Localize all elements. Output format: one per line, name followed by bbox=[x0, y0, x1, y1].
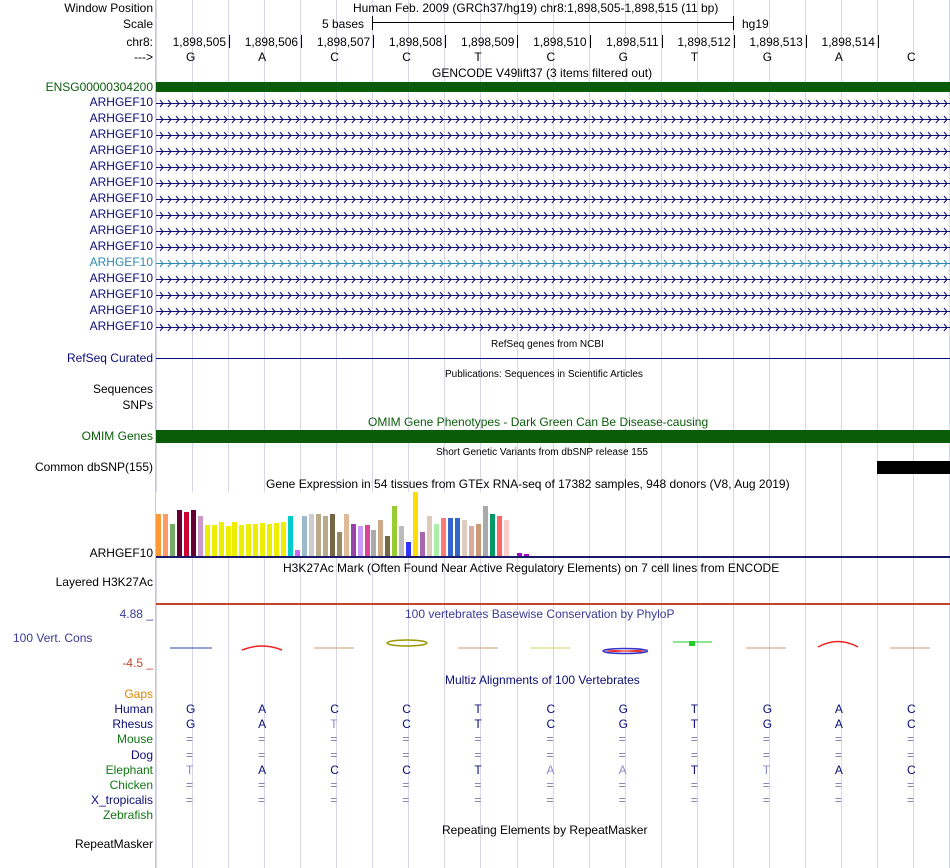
alignment-base: = bbox=[618, 793, 626, 808]
gtex-track-title: Gene Expression in 54 tissues from GTEx RNA-seq of 17382 samples, 948 donors (V8, Aug 2019) bbox=[266, 477, 790, 491]
reference-base: C bbox=[546, 50, 556, 64]
alignment-base: A bbox=[258, 762, 267, 777]
alignment-base: = bbox=[186, 732, 194, 747]
transcript-label[interactable]: ARHGEF10 bbox=[89, 143, 153, 157]
gtex-tissue-bar[interactable] bbox=[309, 514, 314, 556]
refseq-track-title: RefSeq genes from NCBI bbox=[491, 339, 604, 350]
gtex-tissue-bar[interactable] bbox=[392, 506, 397, 556]
transcript-line[interactable] bbox=[156, 115, 950, 124]
transcript-label[interactable]: ARHGEF10 bbox=[89, 95, 153, 109]
alignment-base: A bbox=[834, 717, 843, 732]
gtex-tissue-bar[interactable] bbox=[316, 514, 321, 556]
scale-bar-right-tick bbox=[733, 16, 734, 30]
ruler-position: 1,898,511 bbox=[606, 35, 659, 49]
alignment-base: C bbox=[546, 702, 556, 716]
phylop-track-title: 100 vertebrates Basewise Conservation by PhyloP bbox=[405, 607, 675, 621]
transcript-label[interactable]: ARHGEF10 bbox=[89, 255, 153, 269]
gtex-tissue-bar[interactable] bbox=[226, 526, 231, 556]
gtex-tissue-bar[interactable] bbox=[462, 520, 467, 556]
gtex-tissue-bar[interactable] bbox=[358, 526, 363, 556]
gencode-track-title: GENCODE V49lift37 (3 items filtered out) bbox=[432, 66, 653, 80]
gtex-tissue-bar[interactable] bbox=[239, 525, 244, 556]
gtex-tissue-bar[interactable] bbox=[260, 523, 265, 556]
transcript-line[interactable] bbox=[156, 259, 950, 268]
alignment-base: G bbox=[762, 717, 773, 732]
alignment-base: = bbox=[907, 747, 915, 762]
gencode-gene-id-label[interactable]: ENSG00000304200 bbox=[45, 80, 153, 94]
gtex-tissue-bar[interactable] bbox=[406, 542, 411, 556]
alignment-base: = bbox=[402, 793, 410, 808]
alignment-base: = bbox=[690, 732, 698, 747]
phylop-min-label: -4.5 _ bbox=[122, 656, 153, 670]
ruler-tick bbox=[806, 35, 807, 48]
gtex-tissue-bar[interactable] bbox=[371, 530, 376, 556]
transcript-line[interactable] bbox=[156, 291, 950, 300]
species-label[interactable]: Human bbox=[114, 702, 153, 716]
reference-base: T bbox=[474, 50, 482, 64]
snps-label[interactable]: SNPs bbox=[122, 398, 153, 412]
gtex-tissue-bar[interactable] bbox=[483, 506, 488, 556]
gtex-tissue-bar[interactable] bbox=[476, 524, 481, 556]
gtex-tissue-bar[interactable] bbox=[267, 524, 272, 556]
transcript-line[interactable] bbox=[156, 243, 950, 252]
dbsnp-track-title: Short Genetic Variants from dbSNP release 155 bbox=[436, 447, 648, 458]
alignment-base: A bbox=[618, 762, 627, 777]
transcript-line[interactable] bbox=[156, 147, 950, 156]
transcript-label[interactable]: ARHGEF10 bbox=[89, 271, 153, 285]
species-label[interactable]: Dog bbox=[130, 747, 153, 762]
phylop-wiggle[interactable] bbox=[156, 630, 950, 660]
alignment-base: = bbox=[834, 747, 842, 762]
gtex-tissue-bar[interactable] bbox=[455, 518, 460, 556]
alignment-base: = bbox=[546, 732, 554, 747]
ruler-tick bbox=[373, 35, 374, 48]
gtex-tissue-bar[interactable] bbox=[378, 520, 383, 556]
reference-base: A bbox=[834, 50, 843, 64]
ruler-tick bbox=[301, 35, 302, 48]
alignment-base: = bbox=[690, 778, 698, 792]
dbsnp-label[interactable]: Common dbSNP(155) bbox=[34, 460, 153, 474]
alignment-base: T bbox=[186, 762, 194, 777]
gtex-tissue-bar[interactable] bbox=[469, 526, 474, 556]
alignment-base: C bbox=[402, 762, 411, 777]
gencode-gene-bar[interactable] bbox=[156, 82, 950, 92]
alignment-base: C bbox=[330, 702, 339, 716]
alignment-base: G bbox=[762, 702, 773, 716]
chr-label: chr8: bbox=[126, 35, 153, 49]
omim-gene-bar[interactable] bbox=[156, 430, 950, 443]
alignment-base: T bbox=[330, 717, 338, 732]
gtex-tissue-bar[interactable] bbox=[497, 516, 502, 556]
alignment-base: T bbox=[474, 717, 482, 732]
alignment-base: A bbox=[258, 717, 267, 732]
alignment-base: = bbox=[258, 793, 266, 808]
alignment-base: = bbox=[186, 778, 194, 792]
gtex-tissue-bar[interactable] bbox=[385, 536, 390, 556]
repeatmasker-label[interactable]: RepeatMasker bbox=[74, 837, 153, 851]
transcript-label[interactable]: ARHGEF10 bbox=[89, 287, 153, 301]
refseq-label[interactable]: RefSeq Curated bbox=[66, 351, 153, 365]
sequences-label[interactable]: Sequences bbox=[92, 382, 153, 396]
h3k27ac-label[interactable]: Layered H3K27Ac bbox=[55, 575, 153, 589]
gtex-tissue-bar[interactable] bbox=[246, 524, 251, 556]
ruler-position: 1,898,510 bbox=[533, 35, 587, 49]
h3k27ac-track-title: H3K27Ac Mark (Often Found Near Active Regulatory Elements) on 7 cell lines from ENCODE bbox=[283, 561, 780, 575]
reference-base: C bbox=[907, 50, 916, 64]
alignment-base: = bbox=[330, 778, 338, 792]
alignment-base: C bbox=[402, 702, 411, 716]
omim-track-title: OMIM Gene Phenotypes - Dark Green Can Be Disease-causing bbox=[368, 415, 709, 429]
gtex-tissue-bar[interactable] bbox=[163, 514, 168, 556]
alignment-base: = bbox=[907, 778, 915, 792]
transcript-line[interactable] bbox=[156, 275, 950, 284]
transcript-label[interactable]: ARHGEF10 bbox=[89, 191, 153, 205]
transcript-label[interactable]: ARHGEF10 bbox=[89, 175, 153, 189]
species-label[interactable]: Rhesus bbox=[112, 717, 153, 732]
ruler-tick bbox=[517, 35, 518, 48]
alignment-base: = bbox=[762, 778, 770, 792]
gtex-tissue-bar[interactable] bbox=[504, 520, 509, 556]
gtex-tissue-bar[interactable] bbox=[191, 510, 196, 556]
alignment-base: G bbox=[618, 702, 628, 716]
alignment-base: T bbox=[474, 762, 482, 777]
transcript-line[interactable] bbox=[156, 323, 950, 332]
ruler-position: 1,898,508 bbox=[388, 35, 443, 49]
transcript-label[interactable]: ARHGEF10 bbox=[89, 239, 153, 253]
gtex-tissue-bar[interactable] bbox=[156, 514, 161, 556]
gtex-tissue-bar[interactable] bbox=[490, 514, 495, 556]
alignment-base: A bbox=[834, 762, 843, 777]
transcript-label[interactable]: ARHGEF10 bbox=[89, 303, 153, 317]
scale-db-text: hg19 bbox=[742, 17, 769, 31]
transcript-line[interactable] bbox=[156, 307, 950, 316]
alignment-base: C bbox=[907, 717, 916, 732]
gtex-tissue-bar[interactable] bbox=[198, 516, 203, 556]
gtex-tissue-bar[interactable] bbox=[232, 522, 237, 556]
reference-base: C bbox=[330, 50, 339, 64]
alignment-base: A bbox=[834, 702, 843, 716]
alignment-base: = bbox=[762, 747, 770, 762]
repeatmasker-track-title: Repeating Elements by RepeatMasker bbox=[442, 823, 648, 837]
alignment-base: = bbox=[618, 747, 626, 762]
gtex-tissue-bar[interactable] bbox=[399, 526, 404, 556]
scale-bar bbox=[372, 22, 733, 23]
window-position-label: Window Position bbox=[64, 1, 153, 15]
strand-arrow-label: ---> bbox=[134, 50, 153, 64]
alignment-base: = bbox=[258, 732, 266, 747]
phylop-mark-4 bbox=[387, 640, 427, 646]
alignment-base: = bbox=[762, 793, 770, 808]
alignment-base: = bbox=[258, 747, 266, 762]
alignment-base: T bbox=[474, 702, 482, 716]
alignment-base: A bbox=[546, 762, 555, 777]
ruler-tick bbox=[590, 35, 591, 48]
phylop-mark-8b bbox=[689, 641, 695, 646]
species-label[interactable]: Elephant bbox=[105, 762, 153, 777]
alignment-base: = bbox=[546, 793, 554, 808]
alignment-base: = bbox=[907, 793, 915, 808]
scale-bases-text: 5 bases bbox=[322, 17, 365, 31]
alignment-base: = bbox=[402, 747, 410, 762]
alignment-base: C bbox=[907, 702, 916, 716]
transcript-label[interactable]: ARHGEF10 bbox=[89, 207, 153, 221]
reference-base: A bbox=[258, 50, 267, 64]
gtex-tissue-bar[interactable] bbox=[413, 492, 418, 556]
multiz-track-title: Multiz Alignments of 100 Vertebrates bbox=[445, 673, 640, 687]
gtex-tissue-bar[interactable] bbox=[365, 525, 370, 556]
reference-base: C bbox=[402, 50, 411, 64]
ruler-tick bbox=[445, 35, 446, 48]
alignment-base: = bbox=[618, 732, 626, 747]
transcript-label[interactable]: ARHGEF10 bbox=[89, 223, 153, 237]
alignment-base: = bbox=[186, 747, 194, 762]
alignment-base: = bbox=[907, 732, 915, 747]
ruler-position: 1,898,513 bbox=[749, 35, 803, 49]
gtex-tissue-bar[interactable] bbox=[427, 516, 432, 556]
ruler-position: 1,898,506 bbox=[244, 35, 299, 49]
alignment-base: = bbox=[690, 793, 698, 808]
ruler-tick bbox=[734, 35, 735, 48]
gtex-bar-chart[interactable] bbox=[156, 492, 556, 556]
alignment-base: = bbox=[690, 747, 698, 762]
gtex-tissue-bar[interactable] bbox=[281, 522, 286, 556]
alignment-base: = bbox=[546, 747, 554, 762]
alignment-base: T bbox=[762, 762, 771, 777]
alignment-base: G bbox=[618, 717, 628, 732]
alignment-base: C bbox=[402, 717, 411, 732]
gtex-tissue-bar[interactable] bbox=[170, 524, 175, 556]
transcript-label[interactable]: ARHGEF10 bbox=[89, 319, 153, 333]
alignment-base: T bbox=[690, 762, 699, 777]
alignment-base: = bbox=[474, 793, 482, 808]
ruler-position: 1,898,512 bbox=[677, 35, 731, 49]
transcript-line[interactable] bbox=[156, 227, 950, 236]
alignment-base: = bbox=[330, 732, 338, 747]
gtex-baseline bbox=[156, 556, 950, 558]
species-label[interactable]: Zebrafish bbox=[102, 808, 153, 823]
gtex-tissue-bar[interactable] bbox=[212, 525, 217, 556]
phylop-label[interactable]: 100 Vert. Cons bbox=[13, 631, 93, 645]
phylop-mark-2 bbox=[242, 646, 282, 650]
alignment-base: = bbox=[474, 778, 482, 792]
alignment-base: A bbox=[258, 702, 267, 716]
alignment-base: C bbox=[546, 717, 556, 732]
gtex-tissue-bar[interactable] bbox=[448, 518, 453, 556]
gtex-tissue-bar[interactable] bbox=[219, 522, 224, 556]
gaps-label[interactable]: Gaps bbox=[124, 687, 153, 701]
ruler-tick bbox=[662, 35, 663, 48]
transcript-line[interactable] bbox=[156, 99, 950, 108]
alignment-base: = bbox=[186, 793, 194, 808]
alignment-base: = bbox=[402, 778, 410, 792]
reference-base: G bbox=[186, 50, 196, 64]
transcript-line[interactable] bbox=[156, 163, 950, 172]
gtex-tissue-bar[interactable] bbox=[337, 532, 342, 556]
transcript-line[interactable] bbox=[156, 195, 950, 204]
alignment-base: = bbox=[834, 732, 842, 747]
gtex-tissue-bar[interactable] bbox=[177, 510, 182, 556]
omim-label[interactable]: OMIM Genes bbox=[81, 429, 153, 443]
phylop-max-label: 4.88 _ bbox=[119, 607, 153, 621]
transcript-line[interactable] bbox=[156, 211, 950, 220]
gtex-tissue-bar[interactable] bbox=[330, 514, 335, 556]
phylop-mark-7a bbox=[604, 650, 648, 652]
gtex-tissue-bar[interactable] bbox=[441, 518, 446, 556]
gtex-tissue-bar[interactable] bbox=[351, 524, 356, 556]
species-label[interactable]: Chicken bbox=[109, 778, 153, 792]
assembly-position-text: Human Feb. 2009 (GRCh37/hg19) chr8:1,898,505-1,898,515 (11 bp) bbox=[353, 1, 719, 15]
species-label[interactable]: X_tropicalis bbox=[90, 793, 153, 808]
alignment-base: = bbox=[330, 747, 338, 762]
ruler-position: 1,898,505 bbox=[172, 35, 226, 49]
gtex-tissue-bar[interactable] bbox=[184, 512, 189, 556]
scale-bar-left-tick bbox=[372, 16, 373, 30]
alignment-base: G bbox=[186, 702, 196, 716]
alignment-base: = bbox=[546, 778, 554, 792]
alignment-base: = bbox=[330, 793, 338, 808]
ruler-position: 1,898,514 bbox=[821, 35, 875, 49]
alignment-base: = bbox=[258, 778, 266, 792]
alignment-base: = bbox=[402, 732, 410, 747]
gtex-tissue-bar[interactable] bbox=[274, 523, 279, 556]
transcript-label[interactable]: ARHGEF10 bbox=[89, 159, 153, 173]
alignment-base: C bbox=[907, 762, 916, 777]
alignment-base: = bbox=[474, 732, 482, 747]
publications-track-title: Publications: Sequences in Scientific Articles bbox=[445, 369, 643, 380]
transcript-line[interactable] bbox=[156, 179, 950, 188]
species-label[interactable]: Mouse bbox=[116, 732, 153, 747]
reference-base: T bbox=[690, 50, 699, 64]
gtex-tissue-bar[interactable] bbox=[434, 524, 439, 556]
dbsnp-variant-bar[interactable] bbox=[877, 461, 950, 474]
ruler-position: 1,898,507 bbox=[316, 35, 371, 49]
gtex-tissue-bar[interactable] bbox=[344, 514, 349, 556]
gtex-tissue-bar[interactable] bbox=[420, 532, 425, 556]
phylop-mark-10 bbox=[818, 642, 858, 648]
ruler-tick bbox=[878, 35, 879, 48]
transcript-label[interactable]: ARHGEF10 bbox=[89, 111, 153, 125]
reference-base: G bbox=[618, 50, 628, 64]
gtex-tissue-bar[interactable] bbox=[288, 516, 293, 556]
gtex-tissue-bar[interactable] bbox=[323, 516, 328, 556]
alignment-base: = bbox=[474, 747, 482, 762]
alignment-base: = bbox=[834, 778, 842, 792]
gtex-tissue-bar[interactable] bbox=[302, 516, 307, 556]
transcript-line[interactable] bbox=[156, 131, 950, 140]
ruler-tick bbox=[229, 35, 230, 48]
scale-label: Scale bbox=[122, 17, 153, 31]
alignment-base: T bbox=[690, 702, 699, 716]
ruler-position: 1,898,509 bbox=[461, 35, 515, 49]
gtex-tissue-bar[interactable] bbox=[253, 524, 258, 556]
refseq-line[interactable] bbox=[156, 358, 950, 359]
transcript-label[interactable]: ARHGEF10 bbox=[89, 127, 153, 141]
alignment-base: C bbox=[330, 762, 339, 777]
gtex-gene-label[interactable]: ARHGEF10 bbox=[89, 546, 153, 560]
alignment-base: T bbox=[690, 717, 699, 732]
alignment-base: G bbox=[186, 717, 196, 732]
h3k27ac-signal-line bbox=[156, 603, 950, 605]
alignment-base: = bbox=[618, 778, 626, 792]
alignment-base: = bbox=[762, 732, 770, 747]
alignment-base: = bbox=[834, 793, 842, 808]
reference-base: G bbox=[762, 50, 773, 64]
gtex-tissue-bar[interactable] bbox=[205, 525, 210, 556]
